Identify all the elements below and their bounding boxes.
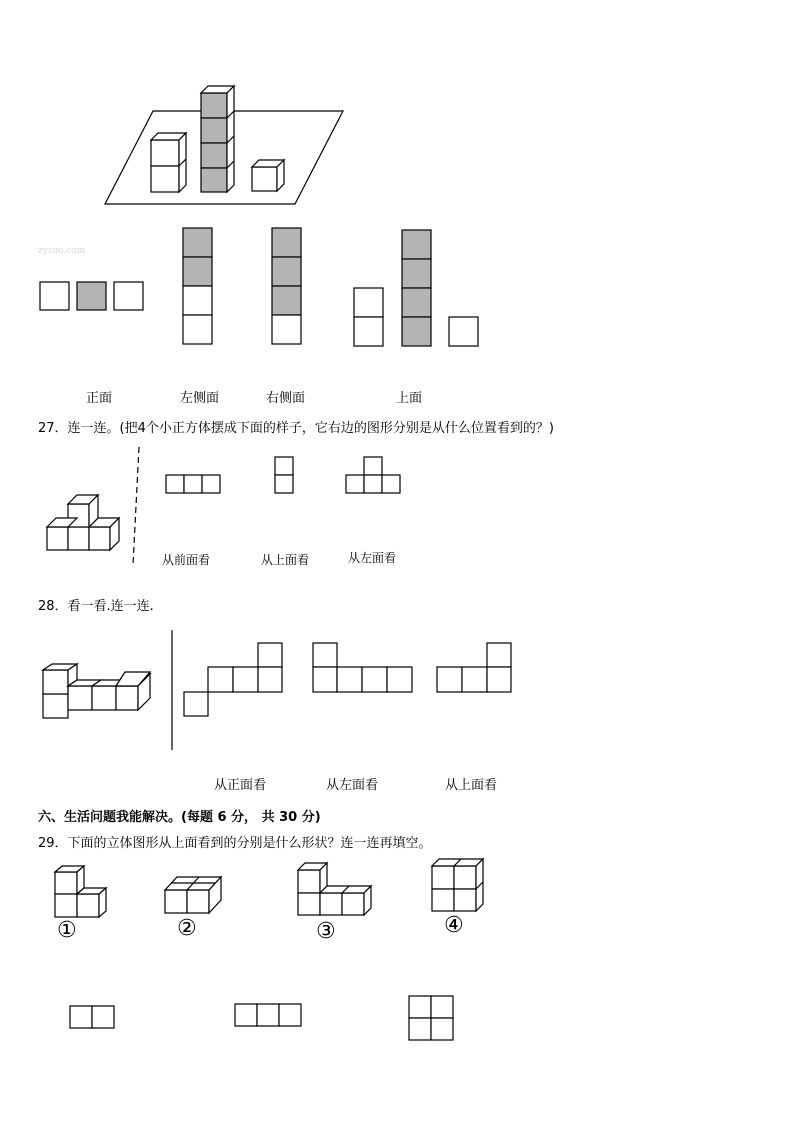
q27-label-top: 从上面看 — [261, 553, 310, 567]
q29-figure-3 — [298, 863, 371, 915]
q29-number-2: ② — [177, 916, 197, 941]
q29-figure-1 — [55, 866, 106, 917]
q29-top-view-square — [409, 996, 453, 1040]
q28-title: 28．看一看.连一连. — [38, 599, 154, 614]
q27-dashed-divider — [133, 447, 139, 565]
q27-label-front: 从前面看 — [162, 553, 211, 567]
single-cube — [252, 160, 284, 191]
label-front: 正面 — [86, 391, 113, 406]
q27-label-left: 从左面看 — [348, 551, 397, 565]
label-top: 上面 — [396, 391, 423, 406]
q29-top-view-three — [235, 1004, 301, 1026]
q28-label-left: 从左面看 — [326, 778, 379, 793]
q27-view-two-stacked — [275, 457, 293, 493]
q26-view-right — [272, 228, 301, 344]
q29-top-view-two — [70, 1006, 114, 1028]
q28-3d-figure — [43, 664, 150, 718]
section-6-title: 六、生活问题我能解决。(每题 6 分， 共 30 分) — [38, 810, 321, 825]
watermark: zyzoo.com — [38, 246, 86, 256]
q29-number-3: ③ — [316, 919, 336, 944]
q26-3d-arrangement — [105, 86, 343, 204]
q29-figure-4 — [432, 859, 483, 911]
q29-number-1: ① — [57, 918, 77, 943]
label-left-side: 左侧面 — [180, 391, 220, 406]
q28-view-a — [184, 643, 282, 716]
q28-view-c — [437, 643, 511, 692]
q27-title: 27．连一连。(把4个小正方体摆成下面的样子，它右边的图形分别是从什么位置看到的？) — [38, 421, 554, 436]
q29-title: 29．下面的立体图形从上面看到的分别是什么形状？连一连再填空。 — [38, 836, 432, 851]
q26-view-left — [183, 228, 212, 344]
q27-3d-figure — [47, 495, 119, 550]
left-cube-stack — [151, 133, 186, 192]
q28-label-top: 从上面看 — [445, 778, 498, 793]
q28-label-front: 从正面看 — [214, 778, 267, 793]
q28-view-b — [313, 643, 412, 692]
q29-number-4: ④ — [444, 913, 464, 938]
q27-view-t-shape — [346, 457, 400, 493]
q27-view-three-in-row — [166, 475, 220, 493]
q29-figure-2 — [165, 877, 221, 913]
q26-view-top — [354, 230, 478, 346]
label-right-side: 右侧面 — [266, 391, 306, 406]
tall-shaded-stack — [201, 86, 234, 192]
q26-view-front — [40, 282, 143, 310]
